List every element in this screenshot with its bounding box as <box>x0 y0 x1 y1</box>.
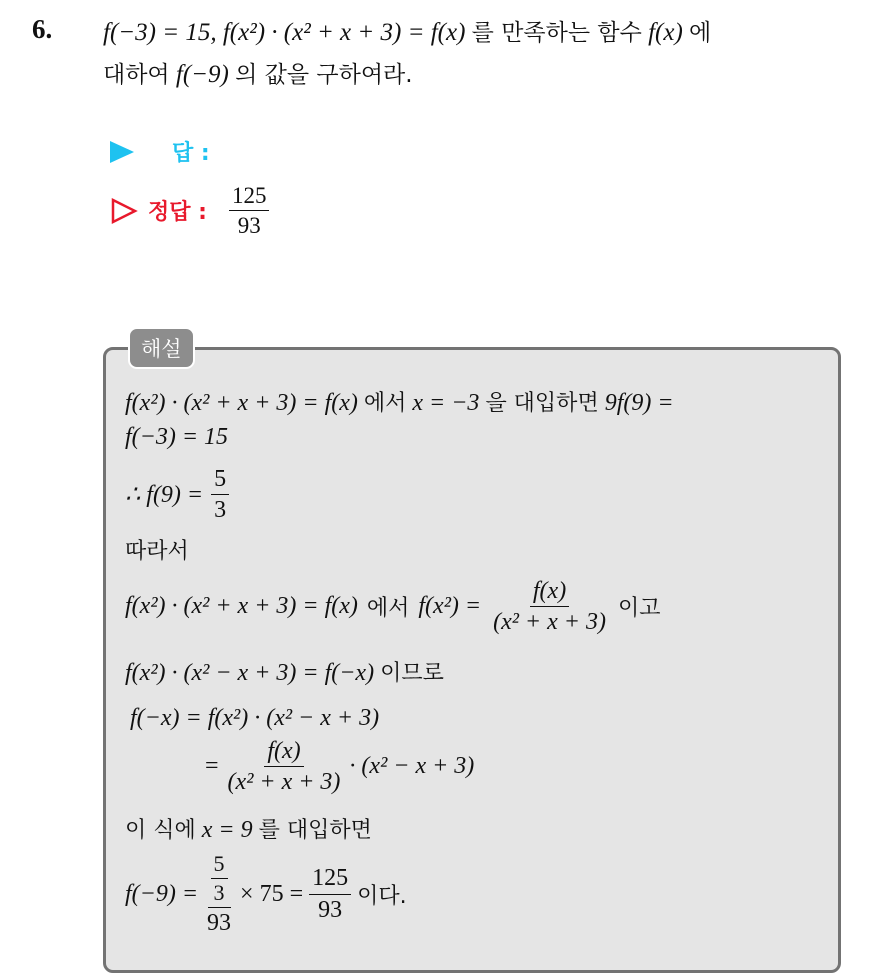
fraction-denominator: 93 <box>207 910 232 937</box>
solution-text: 에서 <box>366 596 410 622</box>
question-text: 에 <box>689 20 712 46</box>
correct-answer-value <box>229 183 270 239</box>
math-fraction <box>211 466 229 524</box>
fraction-denominator: 93 <box>237 213 261 239</box>
math-expression: 9f(9) = <box>604 390 674 416</box>
question-line-2 <box>103 56 413 89</box>
solution-text: 을 대입하면 <box>485 391 599 416</box>
solution-line-6 <box>125 656 444 687</box>
math-expression: × 75 = <box>240 880 304 907</box>
compound-fraction <box>204 852 234 937</box>
math-fraction <box>225 738 344 796</box>
answer-label: 답 : <box>172 141 210 166</box>
fraction-numerator <box>208 852 231 908</box>
solution-text: 이므로 <box>380 661 444 686</box>
inner-fraction <box>211 852 228 905</box>
fraction-numerator: f(x) <box>264 738 303 767</box>
fraction-numerator: f(x) <box>530 578 569 607</box>
fraction-numerator: 125 <box>309 865 351 894</box>
fraction-denominator: (x² + x + 3) <box>493 609 606 636</box>
solution-text: 이고 <box>617 596 661 622</box>
solution-line-2 <box>125 424 228 451</box>
question-text: 의 값을 구하여라. <box>235 62 413 88</box>
math-expression: f(−3) = 15 <box>125 424 229 450</box>
question-text: 대하여 <box>103 62 170 88</box>
fraction-denominator: 3 <box>214 497 227 524</box>
solution-text: 따라서 <box>125 539 189 564</box>
solution-line-5 <box>125 578 660 636</box>
math-expression: f(x²) · (x² − x + 3) = f(−x) <box>125 660 375 686</box>
solution-text: 를 대입하면 <box>258 818 372 843</box>
solution-line-8 <box>205 738 474 796</box>
question-text: 를 만족하는 함수 <box>471 20 642 46</box>
correct-answer-label: 정답 : <box>148 200 207 226</box>
play-triangle-icon <box>110 141 134 163</box>
fraction-denominator: 3 <box>213 880 225 906</box>
solution-text: 이 식에 <box>125 818 196 843</box>
equals-sign: = <box>205 753 219 780</box>
question-line-1 <box>103 14 711 47</box>
math-expression: f(x²) · (x² + x + 3) = f(x) <box>125 390 358 416</box>
solution-line-9 <box>125 813 372 844</box>
math-expression: x = 9 <box>201 817 253 843</box>
solution-text: 이다. <box>357 883 407 909</box>
math-fraction <box>490 578 609 636</box>
fraction-numerator: 5 <box>211 466 229 495</box>
math-expression: ∴ f(9) = <box>125 482 204 509</box>
solution-line-10 <box>125 852 407 937</box>
question-number: 6. <box>32 14 53 44</box>
math-expression: f(−9) = <box>125 880 199 907</box>
fraction-denominator: 93 <box>318 896 343 923</box>
math-fraction <box>309 865 351 923</box>
question-target: f(−9) <box>175 61 229 88</box>
solution-line-1 <box>125 386 674 417</box>
math-expression: · (x² − x + 3) <box>349 753 475 780</box>
answer-row[interactable] <box>110 136 210 167</box>
math-expression: f(−x) = f(x²) · (x² − x + 3) <box>130 705 380 731</box>
solution-tag: 해설 <box>128 327 195 369</box>
solution-line-3 <box>125 466 229 524</box>
correct-answer-row <box>110 183 269 239</box>
question-condition-math: f(−3) = 15, f(x²) · (x² + x + 3) = f(x) <box>103 19 466 46</box>
question-function: f(x) <box>648 19 683 46</box>
math-expression: f(x²) · (x² + x + 3) = f(x) <box>125 593 358 620</box>
outline-triangle-icon <box>110 197 138 225</box>
fraction-numerator: 5 <box>211 852 228 879</box>
math-expression: x = −3 <box>412 390 480 416</box>
math-expression: f(x²) = <box>418 593 482 620</box>
solution-line-7 <box>130 705 379 732</box>
fraction-denominator: (x² + x + 3) <box>227 769 341 796</box>
solution-text: 에서 <box>363 391 407 416</box>
fraction-numerator: 125 <box>229 183 270 211</box>
solution-line-4 <box>125 534 189 565</box>
